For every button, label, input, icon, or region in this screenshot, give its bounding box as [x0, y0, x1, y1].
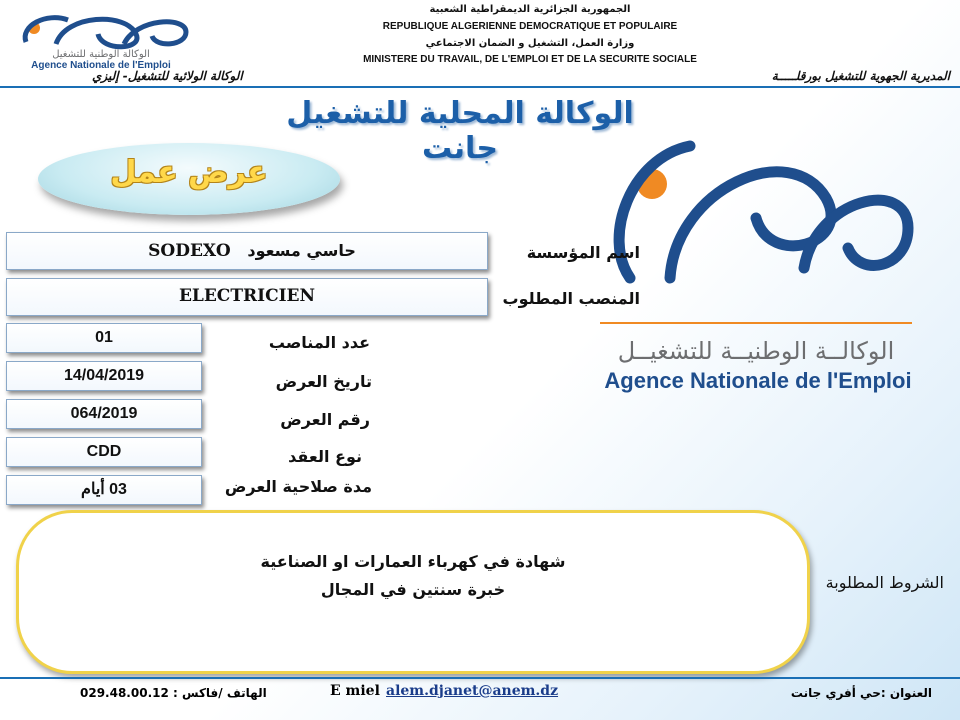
offer-number-value: 064/2019 [6, 399, 202, 429]
company-name-fr: SODEXO [148, 241, 231, 261]
footer-email-link[interactable]: alem.djanet@anem.dz [386, 683, 559, 699]
company-name-ar: حاسي مسعود [247, 241, 356, 260]
header-republic-ar: الجمهورية الجزائرية الديمقراطية الشعبية [429, 4, 631, 15]
anem-logo [590, 128, 920, 308]
header-ministry-fr: MINISTERE DU TRAVAIL, DE L'EMPLOI ET DE LA SECURITE SOCIALE [363, 54, 697, 65]
small-logo-fr: Agence Nationale de l'Emploi [31, 60, 171, 70]
page-title: الوكالة المحلية للتشغيل جانت [286, 96, 634, 166]
requirements-label: الشروط المطلوبة [825, 573, 944, 592]
requirement-line-2: خبرة سنتين في المجال [320, 580, 506, 599]
date-value: 14/04/2019 [6, 361, 202, 391]
logo-text-fr: Agence Nationale de l'Emploi [604, 368, 912, 393]
company-label: اسم المؤسسة [526, 243, 640, 262]
header-ministry-ar: وزارة العمل، التشغيل و الضمان الاجتماعي [425, 38, 635, 49]
contract-label: نوع العقد [288, 447, 362, 466]
offer-badge-label: عرض عمل [110, 155, 268, 190]
logo-divider [600, 322, 912, 324]
logo-text-ar: الوكالــة الوطنيــة للتشغيــل [617, 337, 895, 365]
offer-number-label: رقم العرض [280, 410, 370, 429]
count-label: عدد المناصب [268, 333, 370, 352]
footer-divider [0, 677, 960, 679]
regional-agency: المديرية الجهوية للتشغيل بورقلـــــة [771, 69, 950, 83]
small-anem-logo [6, 8, 196, 70]
requirement-line-1: شهادة في كهرباء العمارات او الصناعية [260, 552, 566, 571]
date-label: تاريخ العرض [275, 372, 372, 391]
wilaya-agency: الوكالة الولائية للتشغيل- إليزي [92, 69, 243, 83]
small-logo-ar: الوكالة الوطنية للتشغيل [52, 49, 150, 60]
footer-phone: الهاتف /فاكس : 029.48.00.12 [80, 686, 267, 700]
company-value-box [6, 232, 488, 270]
position-label: المنصب المطلوب [502, 289, 640, 308]
header-divider [0, 86, 960, 88]
footer-address: العنوان :حي أفري جانت [790, 686, 932, 700]
header-republic-fr: REPUBLIQUE ALGERIENNE DEMOCRATIQUE ET POPULAIRE [382, 21, 678, 32]
validity-value: 03 أيام [6, 475, 202, 505]
validity-label: مدة صلاحية العرض [224, 477, 372, 496]
contract-value: CDD [6, 437, 202, 467]
footer-email-label: E miel [330, 683, 380, 699]
count-value: 01 [6, 323, 202, 353]
position-value: ELECTRICIEN [6, 278, 488, 316]
